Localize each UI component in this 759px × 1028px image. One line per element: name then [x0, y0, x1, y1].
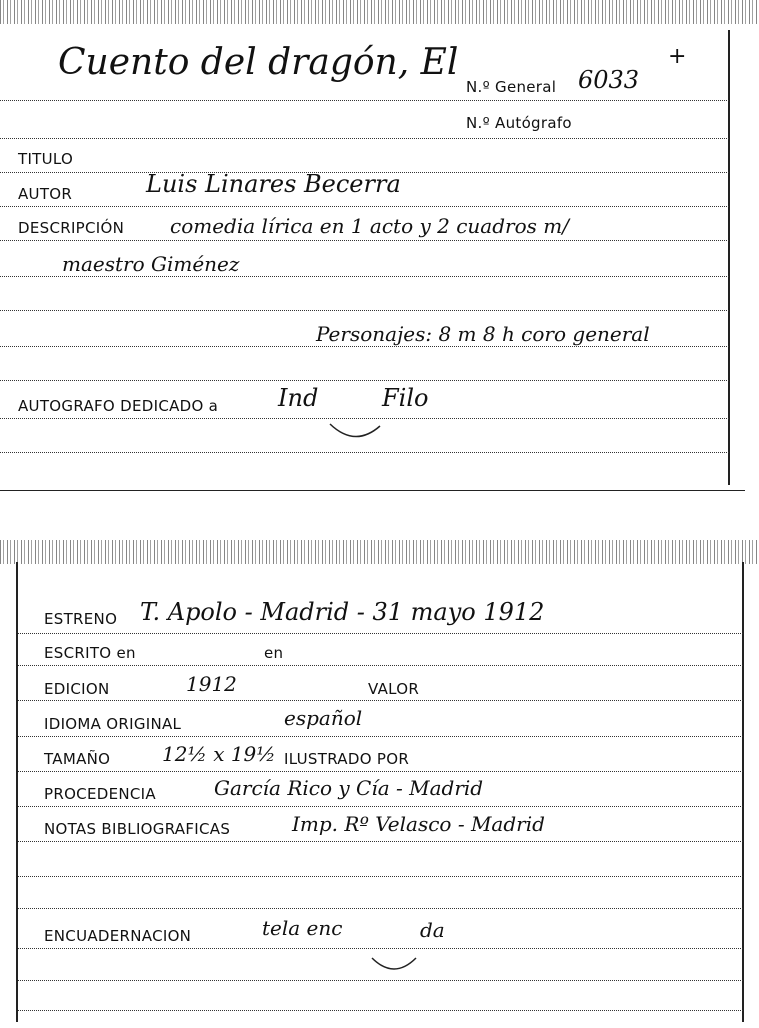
rule-b10 — [18, 948, 743, 949]
rule-9 — [0, 380, 729, 381]
procedencia-label: PROCEDENCIA — [44, 785, 156, 803]
rule-11 — [0, 452, 729, 453]
general-number-value: 6033 — [578, 66, 640, 94]
procedencia-value: García Rico y Cía - Madrid — [214, 776, 484, 800]
rule-5 — [0, 240, 729, 241]
encuadernacion-label: ENCUADERNACION — [44, 927, 192, 945]
rule-6 — [0, 276, 729, 277]
title-handwritten: Cuento del dragón, El — [58, 42, 459, 83]
general-number-label: N.º General — [466, 78, 557, 96]
rule-b2 — [18, 665, 743, 666]
card-bottom-edge — [0, 490, 745, 491]
autor-value: Luis Linares Becerra — [146, 170, 401, 198]
titulo-label: TITULO — [18, 150, 74, 168]
rule-1 — [0, 100, 729, 101]
rule-b7 — [18, 841, 743, 842]
rule-4 — [0, 206, 729, 207]
plus-mark: + — [668, 44, 687, 69]
rule-2 — [0, 138, 729, 139]
notas-label: NOTAS BIBLIOGRAFICAS — [44, 820, 231, 838]
edicion-value: 1912 — [186, 672, 237, 696]
rule-b11 — [18, 980, 743, 981]
tamano-label: TAMAÑO — [44, 750, 111, 768]
pencil-arc-mark — [328, 420, 382, 444]
rule-b5 — [18, 771, 743, 772]
escrito-label: ESCRITO en — [44, 644, 136, 662]
descripcion-line1: comedia lírica en 1 acto y 2 cuadros m/ — [170, 214, 569, 238]
dedicado-value-1: Ind — [278, 384, 319, 412]
pencil-arc-mark-2 — [370, 954, 418, 976]
idioma-label: IDIOMA ORIGINAL — [44, 715, 182, 733]
rule-7 — [0, 310, 729, 311]
rule-b9 — [18, 908, 743, 909]
encuadernacion-value-2: da — [420, 918, 445, 942]
card-top-edge-2 — [0, 540, 759, 564]
dedicado-value-2: Filo — [382, 384, 429, 412]
descripcion-label: DESCRIPCIÓN — [18, 219, 125, 237]
catalog-card-bottom — [0, 540, 759, 1028]
descripcion-line2: maestro Giménez — [62, 252, 240, 276]
card-left-border — [16, 562, 18, 1022]
rule-b6 — [18, 806, 743, 807]
estreno-label: ESTRENO — [44, 610, 118, 628]
estreno-value: T. Apolo - Madrid - 31 mayo 1912 — [140, 598, 545, 626]
rule-b3 — [18, 700, 743, 701]
autografo-number-label: N.º Autógrafo — [466, 114, 572, 132]
rule-b1 — [18, 633, 743, 634]
edicion-label: EDICION — [44, 680, 110, 698]
ilustrado-label: ILUSTRADO POR — [284, 750, 410, 768]
card-right-border-2 — [742, 562, 744, 1022]
rule-b8 — [18, 876, 743, 877]
rule-8 — [0, 346, 729, 347]
catalog-card-top — [0, 0, 759, 495]
valor-label: VALOR — [368, 680, 420, 698]
card-right-border — [728, 30, 730, 485]
card-top-edge — [0, 0, 759, 24]
escrito-en-label: en — [264, 644, 284, 662]
notas-value: Imp. Rº Velasco - Madrid — [292, 812, 545, 836]
rule-10 — [0, 418, 729, 419]
rule-b4 — [18, 736, 743, 737]
dedicado-label: AUTOGRAFO DEDICADO a — [18, 397, 219, 415]
autor-label: AUTOR — [18, 185, 73, 203]
tamano-value: 12½ x 19½ — [162, 742, 276, 766]
encuadernacion-value-1: tela enc — [262, 916, 343, 940]
rule-b12 — [18, 1010, 743, 1011]
personajes-note: Personajes: 8 m 8 h coro general — [316, 322, 650, 346]
idioma-value: español — [284, 706, 363, 730]
